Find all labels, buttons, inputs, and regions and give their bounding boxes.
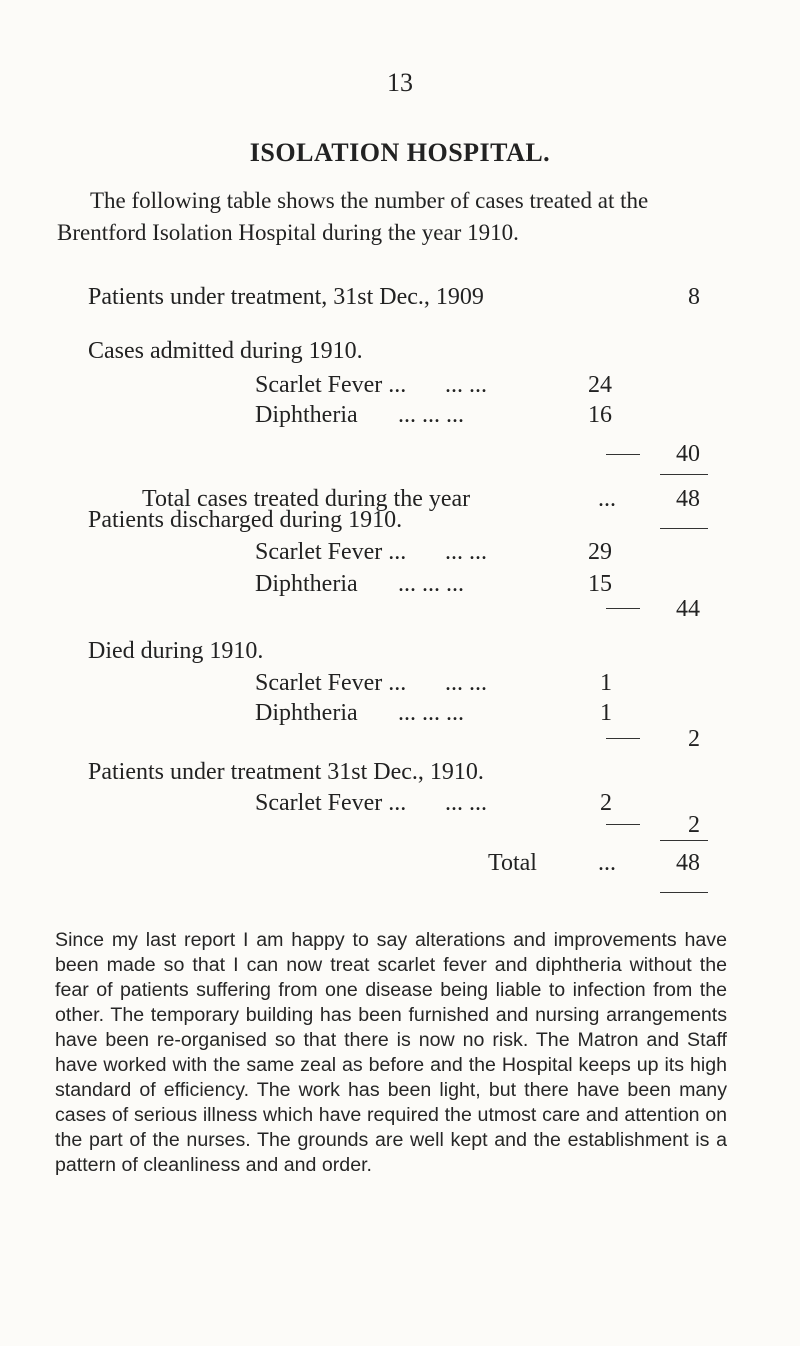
page-title: ISOLATION HOSPITAL. (249, 138, 551, 167)
discharged-sum-rule (606, 608, 640, 609)
intro-line-2: Brentford Isolation Hospital during the year 1910. (57, 220, 519, 245)
under-treatment-1910-sum-rule (606, 824, 640, 825)
discharged-scarlet-value: 29 (588, 539, 612, 565)
died-heading: Died during 1910. (88, 638, 264, 664)
discharged-subtotal: 44 (676, 596, 700, 622)
discharged-scarlet-leader: ... ... (445, 539, 487, 565)
under-treatment-1910-heading: Patients under treatment 31st Dec., 1910. (88, 759, 484, 785)
grand-total-label: Total (488, 850, 537, 876)
grand-total-value: 48 (676, 850, 700, 876)
under-treatment-1910-scarlet-label: Scarlet Fever ... (255, 790, 407, 816)
admitted-diphtheria-leader: ... ... ... (398, 402, 464, 428)
under-treatment-1910-subtotal: 2 (688, 812, 700, 838)
under-treatment-1910-scarlet-leader: ... ... (445, 790, 487, 816)
admitted-subtotal: 40 (676, 441, 700, 467)
admitted-diphtheria-value: 16 (588, 402, 612, 428)
page-number: 13 (387, 68, 413, 97)
admitted-diphtheria-label: Diphtheria (255, 402, 358, 428)
admitted-scarlet-label: Scarlet Fever ... (255, 372, 407, 398)
admitted-heading: Cases admitted during 1910. (88, 338, 363, 364)
admitted-scarlet-leader: ... ... (445, 372, 487, 398)
discharged-heading: Patients discharged during 1910. (88, 507, 403, 533)
total-treated-value: 48 (676, 486, 700, 512)
total-treated-leader: ... (598, 486, 616, 512)
discharged-scarlet-label: Scarlet Fever ... (255, 539, 407, 565)
under-treatment-1909-label: Patients under treatment, 31st Dec., 1909 (88, 284, 484, 310)
grand-total-bottom-rule (660, 892, 708, 893)
total-treated-label: Total cases treated during the year (142, 486, 471, 512)
died-diphtheria-leader: ... ... ... (398, 700, 464, 726)
admitted-sum-rule (606, 454, 640, 455)
total-treated-rule (660, 528, 708, 529)
died-scarlet-leader: ... ... (445, 670, 487, 696)
died-sum-rule (606, 738, 640, 739)
admitted-total-rule (660, 474, 708, 475)
died-scarlet-value: 1 (600, 670, 612, 696)
discharged-diphtheria-label: Diphtheria (255, 571, 358, 597)
died-diphtheria-label: Diphtheria (255, 700, 358, 726)
under-treatment-1909-value: 8 (688, 284, 700, 310)
intro-line-1: The following table shows the number of cases treated at the (90, 188, 649, 213)
discharged-diphtheria-value: 15 (588, 571, 612, 597)
grand-total-leader: ... (598, 850, 616, 876)
grand-total-top-rule (660, 840, 708, 841)
report-paragraph: Since my last report I am happy to say alterations and improvements have been made so that I can now treat scarlet fever and diphtheria without the fear of patients suffering from one disease being liable to infection from the other. The temporary building has been furnished and nursing arrangements have been re-organised so that there is now no risk. The Matron and Staff have worked with the same zeal as before and the Hospital keeps up its high standard of efficiency. The work has been light, but there have been many cases of serious illness which have required the utmost care and attention on the part of the nurses. The grounds are well kept and the establishment is a pattern of cleanliness and and order. (55, 929, 727, 1176)
died-scarlet-label: Scarlet Fever ... (255, 670, 407, 696)
died-diphtheria-value: 1 (600, 700, 612, 726)
admitted-scarlet-value: 24 (588, 372, 612, 398)
under-treatment-1910-scarlet-value: 2 (600, 790, 612, 816)
discharged-diphtheria-leader: ... ... ... (398, 571, 464, 597)
died-subtotal: 2 (688, 726, 700, 752)
